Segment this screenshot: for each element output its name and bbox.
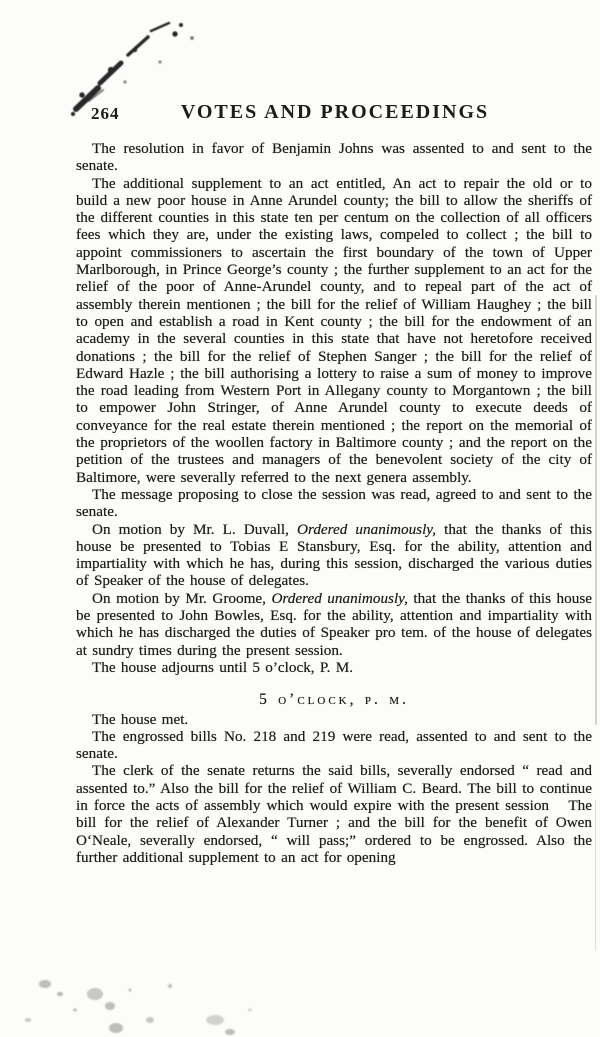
paragraph-resolution-johns: The resolution in favor of Benjamin Johns was assented to and sent to the senate. [76,140,592,175]
section-heading-5-oclock: 5 o’clock, p. m. [259,691,409,709]
page-content [76,140,592,866]
page-title: VOTES AND PROCEEDINGS [180,101,490,123]
page-number: 264 [91,104,120,123]
paragraph-thanks-bowles [76,590,592,659]
paragraph-close-session: The message proposing to close the session was read, agreed to and sent to the senate. [76,485,592,521]
paragraph-engrossed-bills: The engrossed bills No. 218 and 219 were read, assented to and sent to the senate. [76,727,592,763]
text-run: On motion by Mr. L. Duvall, [92,520,298,538]
text-run: On motion by Mr. Groome, [92,589,272,607]
paragraph-clerk-returns: The clerk of the senate returns the said bills, severally endorsed “ read and assented to.” Also the bill for the relief of William C. Beard. The bill to continue in force the acts of assembly which would expire with the present session The bill for the relief of Alexander Turner ; and the bill for the benefit of Owen O‘Neale, severally endorsed, “ will pass;” ordered to be engrossed. Also the further additional supplement to an act for opening [76,762,592,866]
italic-run-ordered-unanimously: Ordered unanimously, [297,520,437,538]
italic-run-ordered-unanimously: Ordered unanimously, [271,589,408,607]
text-run: that the thanks of this house be presented to John Bowles, Esq. for the ability, attention and impartiality with which he has discharged the duties of Speaker pro tem. of the house of delegates at sundry times during the present session. [76,589,592,659]
paragraph-referred-bills: The additional supplement to an act entitled, An act to repair the old or to build a new poor house in Anne Arundel county; the bill to allow the sheriffs of the different counties in this state ten per centum on the collection of all officers fees which they are, under the existing laws, compeled to collect ; the bill to appoint commissioners to ascertain the first boundary of the town of Upper Marlborough, in Prince George’s county ; the further supplement to an act for the relief of the poor of Anne-Arundel county, and to repeal part of the act of assembly therein mentionen ; the bill for the relief of William Haughey ; the bill to open and establish a road in Kent county ; the bill for the endowment of an academy in the several counties in this state that have not heretofore received donations ; the bill for the relief of Stephen Sanger ; the bill for the relief of Edward Hazle ; the bill authorising a lottery to raise a sum of money to improve the road leading from Western Port in Allegany county to Morgantown ; the bill to empower John Stringer, of Anne Arundel county to execute deeds of conveyance for the real estate therein mentioned ; the report on the memorial of the proprietors of the woollen factory in Baltimore county ; and the report on the petition of the trustees and managers of the benevolent society of the city of Baltimore, were severally referred to the next genera assembly. [76,174,592,486]
scan-edge-artifact [595,295,597,725]
paragraph-adjourns: The house adjourns until 5 o’clock, P. M. [92,658,354,676]
text-run: that the thanks of this house be presented to Tobias E Stansbury, Esq. for the ability, attention and impartiality with which he has, during this session, discharged the various duties of Speaker of the house of delegates. [76,520,593,590]
ink-smudge-bottom [0,940,340,1037]
paragraph-house-met: The house met. [92,710,189,728]
scan-edge-artifact [595,800,597,950]
paragraph-thanks-stansbury [76,521,592,590]
